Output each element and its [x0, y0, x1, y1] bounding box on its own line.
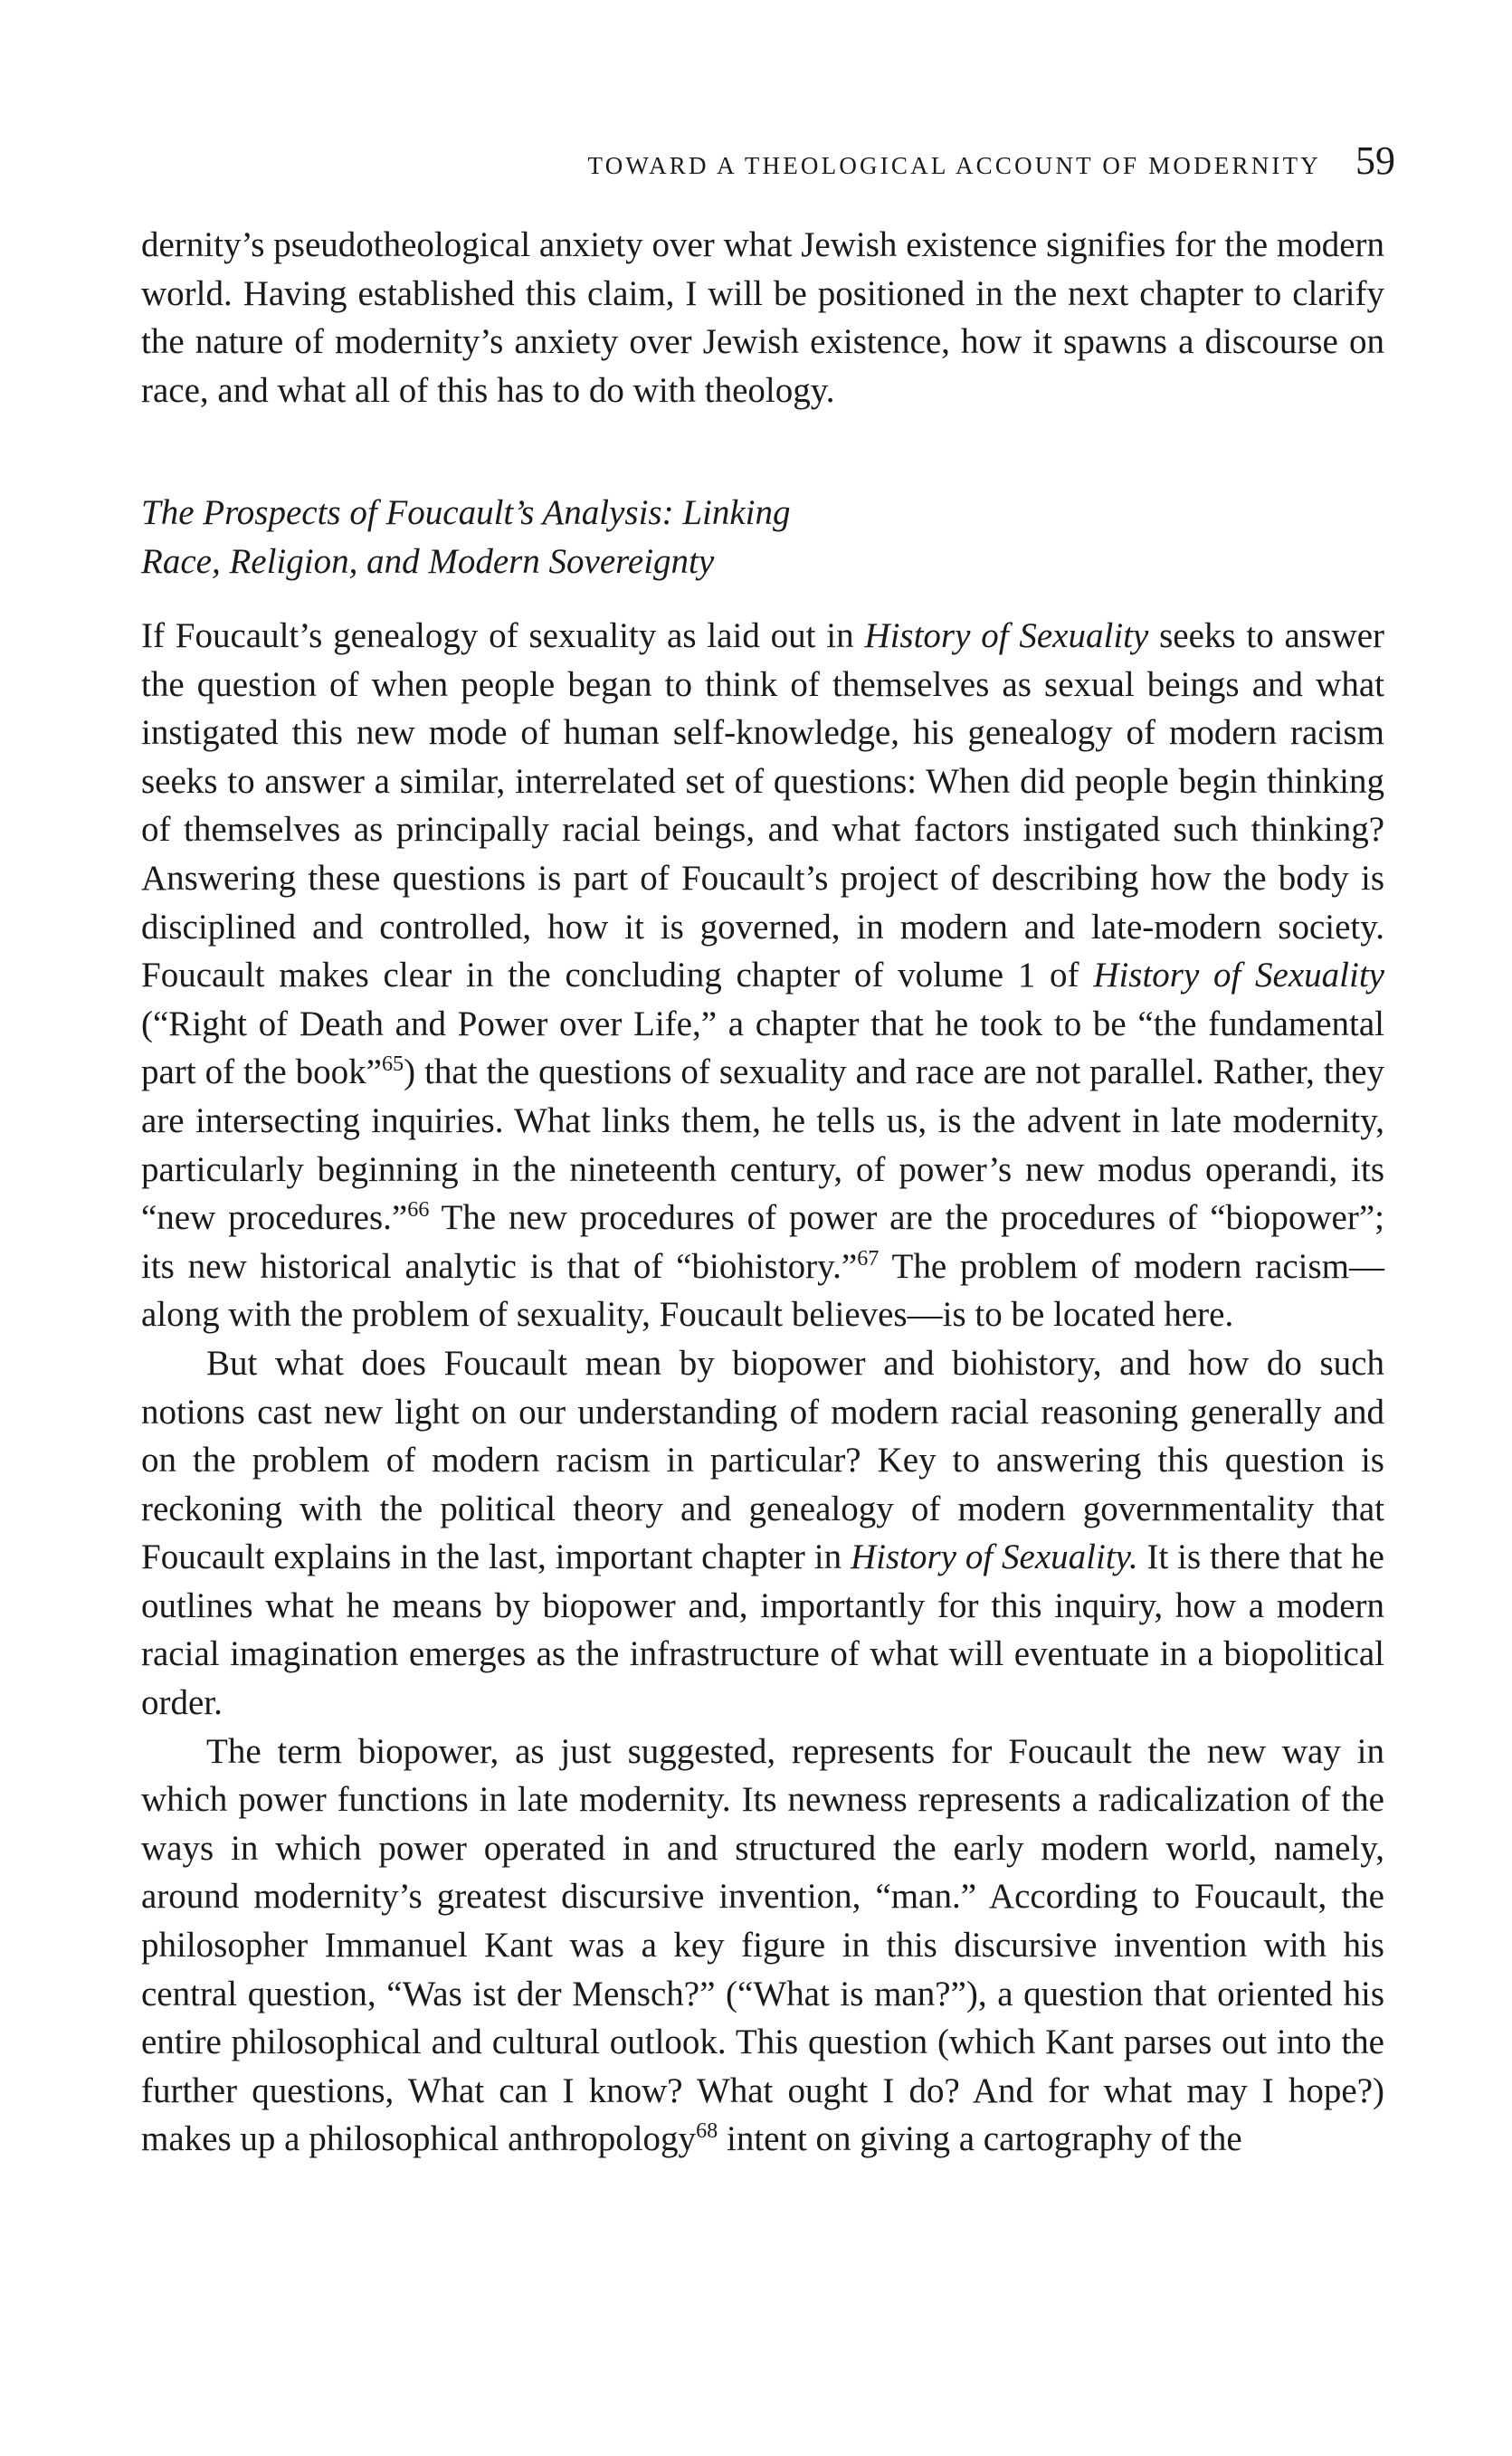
- running-head-title: TOWARD A THEOLOGICAL ACCOUNT OF MODERNITY: [587, 152, 1321, 179]
- p2-text-c: It is there that he outlines what he means by biopower and, importantly for this inquiry, how a modern racial imagination emerges as the infrastructure of what will eventuate in a biopolitical order.: [141, 1537, 1384, 1723]
- footnote-ref-65: 65: [381, 1052, 404, 1077]
- p3-text-b: intent on giving a cartography of the: [718, 2119, 1242, 2159]
- p1-text-e: (“Right of Death and Power over Life,” a chapter that he took to be “the fundamental part of the book”: [141, 1004, 1384, 1092]
- p1-text-g: The new procedures of power are the procedures of “biopower”; its new historical analytic is that of “biohistory.”: [141, 1198, 1384, 1286]
- p2-text-a: But what does Foucault mean by biopower and biohistory, and how do such notions cast new light on our understanding of modern racial reasoning generally and on the problem of modern racism in particular? Key to answering this question is reckoning with the political theory and genealogy of modern governmentality that Foucault explains in the last, important chapter in: [141, 1343, 1384, 1577]
- footnote-ref-68: 68: [696, 2118, 718, 2144]
- paragraph-2: [141, 1339, 1384, 1728]
- footnote-ref-66: 66: [407, 1197, 430, 1223]
- section-heading-line-2: Race, Religion, and Modern Sovereignty: [141, 542, 715, 581]
- p1-text-c: seeks to answer the question of when people began to think of themselves as sexual beings and what instigated this new mode of human self-knowledge, his genealogy of modern racism seeks to answer a similar, interrelated set of questions: When did people begin thinking of themselves as principally racial beings, and what factors instigated such thinking? Answering these questions is part of Foucault’s project of describing how the body is disciplined and controlled, how it is governed, in modern and late-modern society. Foucault makes clear in the concluding chapter of volume 1 of: [141, 616, 1384, 995]
- intro-paragraph-block: [141, 221, 1384, 414]
- section-heading-line-1: The Prospects of Foucault’s Analysis: Linking: [141, 493, 791, 532]
- p1-book-title-2: History of Sexuality: [1093, 956, 1384, 995]
- paragraph-1: [141, 612, 1384, 1339]
- p2-book-title: History of Sexuality.: [850, 1537, 1138, 1577]
- p1-text-f: ) that the questions of sexuality and race are not parallel. Rather, they are intersecting inquiries. What links them, he tells us, is the advent in late modernity, particularly beginning in the nineteenth century, of power’s new modus operandi, its “new procedures.”: [141, 1052, 1384, 1238]
- running-head: [434, 138, 1395, 183]
- p1-text-h: The problem of modern racism—along with the problem of sexuality, Foucault believes—is to be located here.: [141, 1246, 1385, 1335]
- page-number: 59: [1355, 138, 1395, 183]
- p1-book-title-1: History of Sexuality: [864, 616, 1149, 655]
- body-text: [141, 612, 1384, 2164]
- section-heading: [141, 489, 1384, 586]
- footnote-ref-67: 67: [857, 1245, 880, 1271]
- p3-text-a: The term biopower, as just suggested, represents for Foucault the new way in which power functions in late modernity. Its newness represents a radicalization of the ways in which power operated in and structured the early modern world, namely, around modernity’s greatest discursive invention, “man.” According to Foucault, the philosopher Immanuel Kant was a key figure in this discursive invention with his central question, “Was ist der Mensch?” (“What is man?”), a question that oriented his entire philosophical and cultural outlook. This question (which Kant parses out into the further questions, What can I know? What ought I do? And for what may I hope?) makes up a philosophical anthropology: [141, 1731, 1384, 2159]
- intro-paragraph: dernity’s pseudotheological anxiety over what Jewish existence signifies for the modern world. Having established this claim, I will be positioned in the next chapter to clarify the nature of modernity’s anxiety over Jewish existence, how it spawns a discourse on race, and what all of this has to do with theology.: [141, 225, 1384, 410]
- paragraph-3: [141, 1728, 1384, 2164]
- p1-text-a: If Foucault’s genealogy of sexuality as laid out in: [141, 616, 865, 655]
